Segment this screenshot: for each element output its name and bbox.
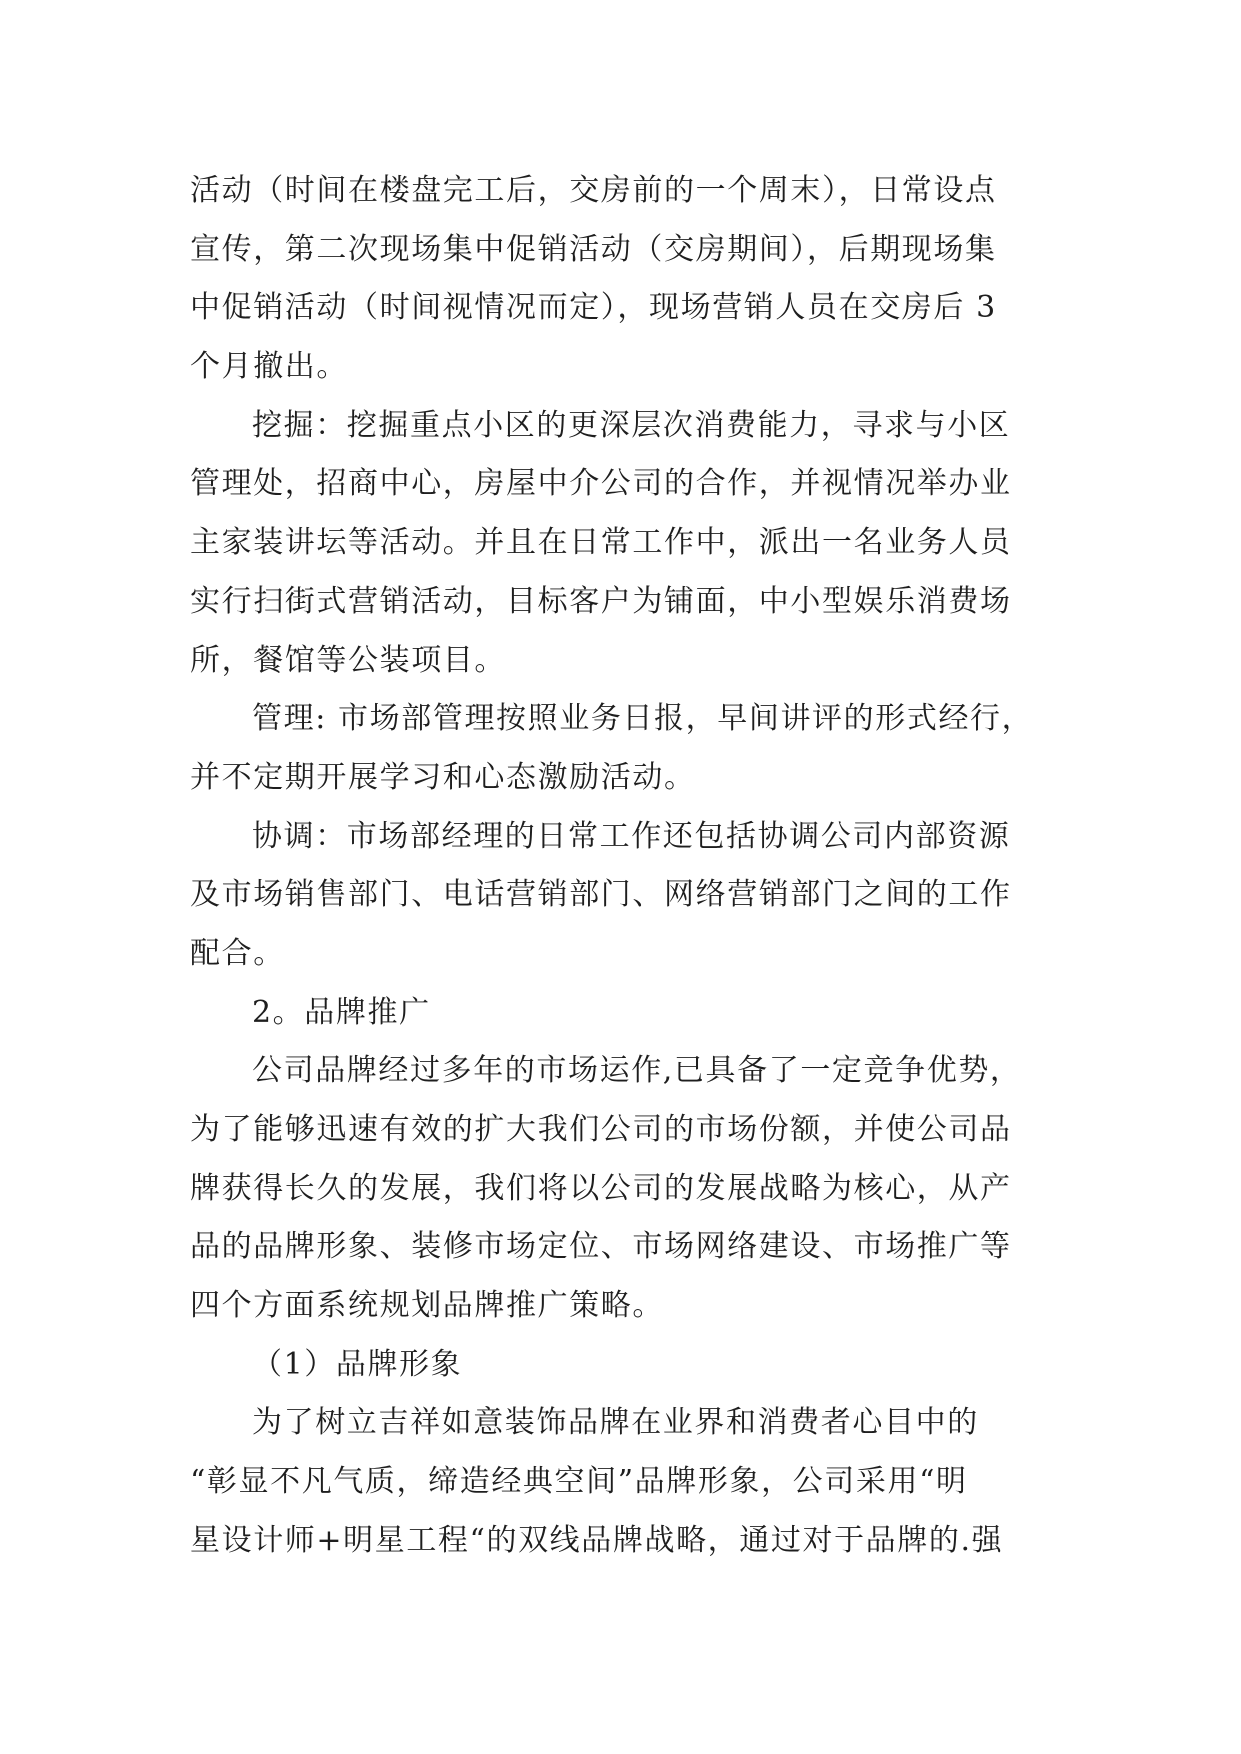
text-line: 主家装讲坛等活动。并且在日常工作中，派出一名业务人员 <box>190 525 1012 561</box>
text-line: “彰显不凡气质，缔造经典空间”品牌形象，公司采用“明 <box>190 1464 968 1500</box>
document-body <box>190 162 1058 1571</box>
text-line: 管理: 市场部管理按照业务日报，早间讲评的形式经行， <box>252 701 1034 737</box>
text-line: 并不定期开展学习和心态激励活动。 <box>190 759 696 795</box>
subsection-heading: （1）品牌形象 <box>252 1346 463 1382</box>
text-line: 所，餐馆等公装项目。 <box>190 642 506 678</box>
text-line: 牌获得长久的发展，我们将以公司的发展战略为核心，从产 <box>190 1170 1012 1206</box>
text-line: 为了能够迅速有效的扩大我们公司的市场份额，并使公司品 <box>190 1112 1012 1147</box>
text-line: 配合。 <box>190 935 285 971</box>
text-line: 星设计师+明星工程“的双线品牌战略，通过对于品牌的.强 <box>190 1522 1004 1558</box>
text-line: 管理处，招商中心，房屋中介公司的合作，并视情况举办业 <box>190 466 1012 502</box>
text-line: 宣传，第二次现场集中促销活动（交房期间），后期现场集 <box>190 231 997 267</box>
text-line: 为了树立吉祥如意装饰品牌在业界和消费者心目中的 <box>252 1405 979 1441</box>
text-line: 挖掘：挖掘重点小区的更深层次消费能力，寻求与小区 <box>252 407 1011 443</box>
text-line: 协调：市场部经理的日常工作还包括协调公司内部资源 <box>252 818 1011 854</box>
text-line: 及市场销售部门、电话营销部门、网络营销部门之间的工作 <box>190 877 1012 913</box>
text-line: 公司品牌经过多年的市场运作,已具备了一定竞争优势， <box>252 1053 1022 1089</box>
text-line: 个月撤出。 <box>190 349 348 385</box>
text-line: 四个方面系统规划品牌推广策略。 <box>190 1288 664 1324</box>
section-heading: 2。品牌推广 <box>252 994 431 1030</box>
text-line: 实行扫街式营销活动，目标客户为铺面，中小型娱乐消费场 <box>190 583 1012 619</box>
text-line: 活动（时间在楼盘完工后，交房前的一个周末），日常设点 <box>190 173 997 208</box>
text-line: 品的品牌形象、装修市场定位、市场网络建设、市场推广等 <box>190 1229 1012 1265</box>
text-line: 中促销活动（时间视情况而定），现场营销人员在交房后 3 <box>190 290 997 326</box>
